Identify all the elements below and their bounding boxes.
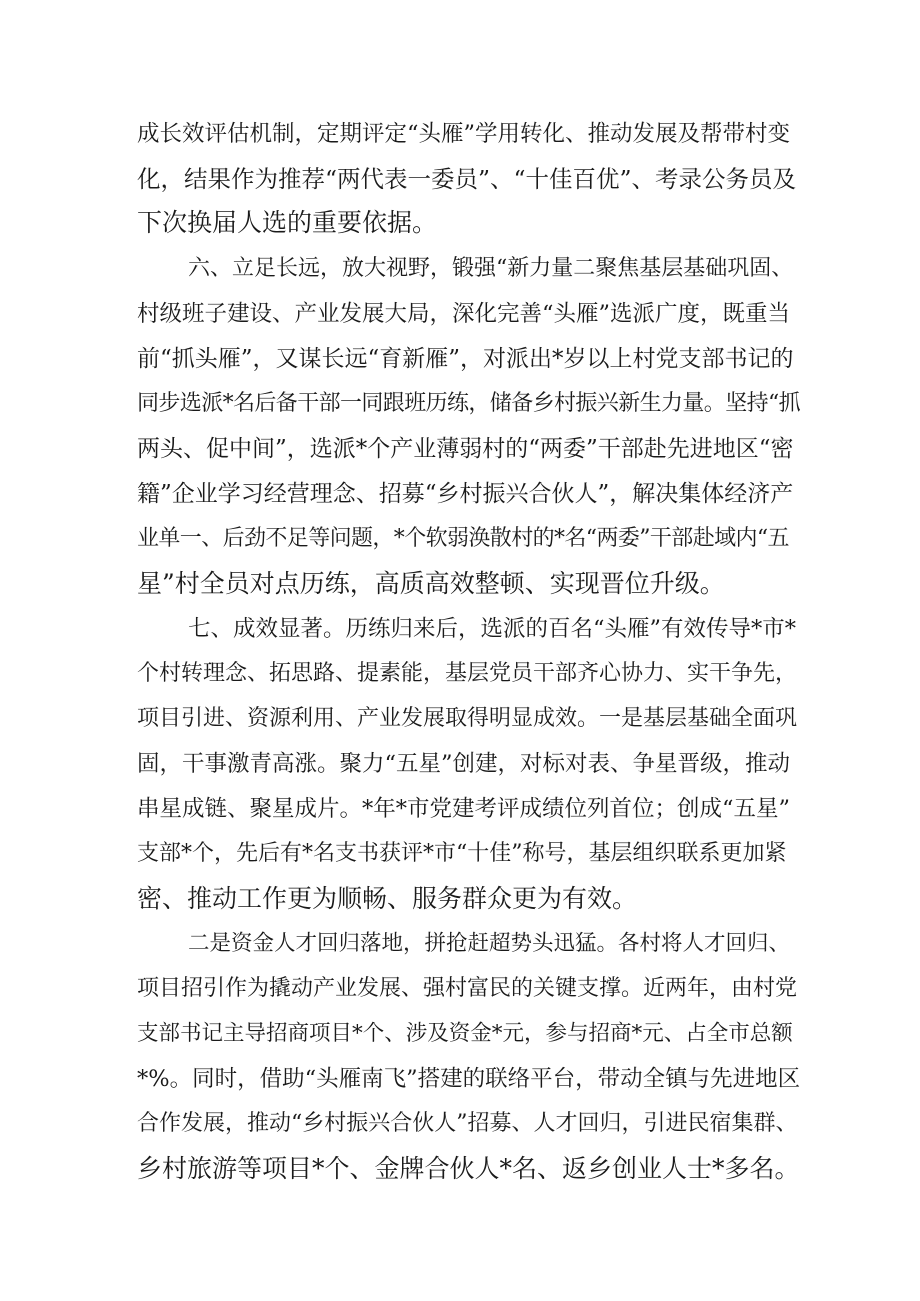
text-line: 六、立足长远，放大视野，锻强“新力量二聚焦基层基础巩固、 — [188, 256, 794, 281]
text-line: 星”村全员对点历练，高质高效整顿、实现晋位升级。 — [137, 569, 725, 598]
text-line: 支部书记主导招商项目*个、涉及资金*元，参与招商*元、占全市总额 — [137, 1021, 793, 1046]
text-line: 项目引进、资源利用、产业发展取得明显成效。一是基层基础全面巩 — [137, 706, 798, 731]
text-line: 前“抓头雁”，又谋长远“育新雁”，对派出*岁以上村党支部书记的 — [137, 346, 794, 372]
text-line: 七、成效显著。历练归来后，选派的百名“头雁”有效传导*市* — [188, 616, 797, 642]
text-line: 串星成链、聚星成片。*年*市党建考评成绩位列首位；创成“五星” — [137, 796, 791, 822]
text-line: 固，干事激青高涨。聚力“五星”创建，对标对表、争星晋级，推动 — [137, 751, 791, 777]
text-line: 个村转理念、拓思路、提素能，基层党员干部齐心协力、实干争先， — [137, 661, 798, 686]
text-line: 乡村旅游等项目*个、金牌合伙人*名、返乡创业人士*多名。 — [137, 1154, 800, 1183]
text-line: 籍”企业学习经营理念、招募“乡村振兴合伙人”，解决集体经济产 — [137, 481, 794, 507]
text-line: *%。同时，借助“头雁南飞”搭建的联络平台，带动全镇与先进地区 — [137, 1066, 801, 1092]
text-line: 下次换届人选的重要依据。 — [137, 208, 438, 237]
text-line: 同步选派*名后备干部一同跟班历练，储备乡村振兴新生力量。坚持“抓 — [137, 391, 801, 416]
text-line: 项目招引作为撬动产业发展、强村富民的关键支撑。近两年，由村党 — [137, 976, 798, 1001]
text-line: 成长效评估机制，定期评定“头雁”学用转化、推动发展及帮带村变 — [137, 121, 791, 147]
text-line: 化，结果作为推荐“两代表一委员”、“十佳百优”、考录公务员及 — [137, 165, 797, 193]
text-line: 村级班子建设、产业发展大局，深化完善“头雁”选派广度，既重当 — [137, 301, 791, 327]
text-line: 二是资金人才回归落地，拼抢赶超势头迅猛。各村将人才回归、 — [188, 931, 791, 956]
text-line: 两头、促中间”，选派*个产业薄弱村的“两委”干部赴先进地区“密 — [137, 436, 794, 462]
text-line: 支部*个，先后有*名支书获评*市“十佳”称号，基层组织联系更加紧 — [137, 841, 787, 866]
text-line: 业单一、后劲不足等问题，*个软弱涣散村的*名“两委”干部赴域内“五 — [137, 526, 789, 551]
text-line: 合作发展，推动“乡村振兴合伙人”招募、人才回归，引进民宿集群、 — [137, 1111, 798, 1136]
text-line: 密、推动工作更为顺畅、服务群众更为有效。 — [137, 884, 638, 913]
